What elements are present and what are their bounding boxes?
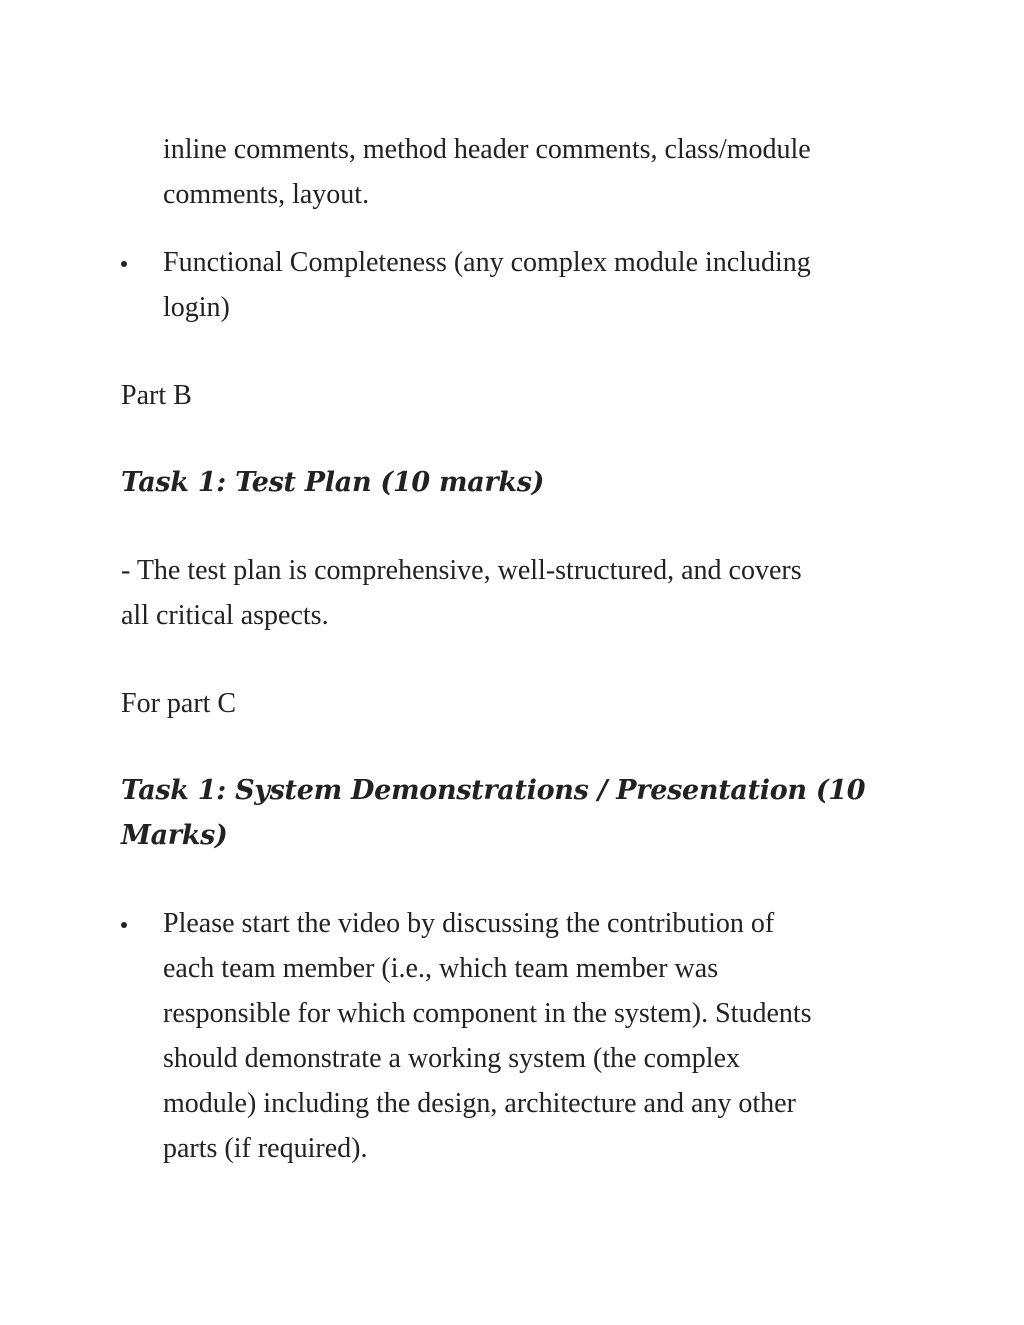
list-item-line-5: module) including the design, architecture and any other — [163, 1088, 796, 1119]
list-item-line-1: Please start the video by discussing the contribution of — [163, 908, 775, 939]
part-c-label: For part C — [121, 688, 237, 719]
part-b-label: Part B — [121, 380, 192, 411]
continuation-line-1: inline comments, method header comments, class/module — [163, 134, 811, 165]
section-label-part-c — [121, 681, 236, 726]
list-item-line-4: should demonstrate a working system (the complex — [163, 1043, 740, 1074]
continuation-paragraph — [163, 127, 811, 217]
list-item-line-2: each team member (i.e., which team member was — [163, 953, 719, 984]
section-label-part-b — [121, 373, 192, 418]
task-heading-system-demonstrations — [121, 768, 865, 858]
bullet-icon — [121, 261, 127, 267]
list-item-line-2: login) — [163, 292, 230, 323]
test-plan-heading: Task 1: Test Plan (10 marks) — [121, 467, 545, 498]
list-item-text — [163, 240, 811, 330]
demo-heading-line-2: Marks) — [121, 820, 228, 851]
test-plan-paragraph — [121, 548, 802, 638]
list-item-line-6: parts (if required). — [163, 1133, 368, 1164]
bullet-icon — [121, 922, 127, 928]
task-heading-test-plan — [121, 460, 544, 505]
list-item-line-3: responsible for which component in the system). Students — [163, 998, 812, 1029]
list-item-text — [163, 901, 812, 1171]
demo-heading-line-1: Task 1: System Demonstrations / Presentation (10 — [121, 775, 866, 806]
test-plan-line-2: all critical aspects. — [121, 600, 329, 631]
list-item-line-1: Functional Completeness (any complex module including — [163, 247, 811, 278]
continuation-line-2: comments, layout. — [163, 179, 370, 210]
test-plan-line-1: - The test plan is comprehensive, well-structured, and covers — [121, 555, 802, 586]
